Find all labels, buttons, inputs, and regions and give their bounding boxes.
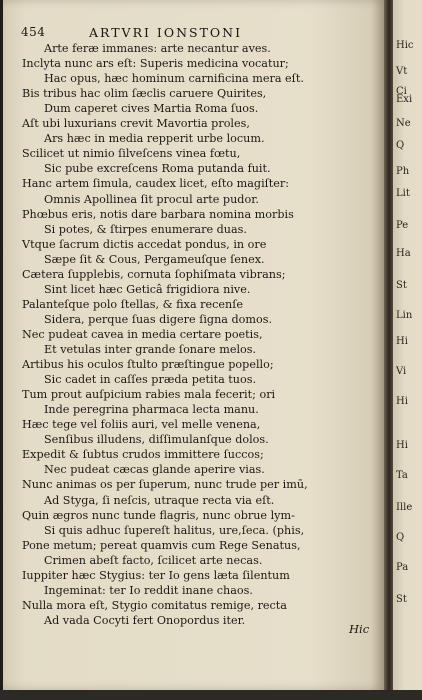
verse-line: Nec pudeat cavea in media certare poetis, (22, 327, 263, 341)
verse-line: Arte feræ immanes: arte necantur aves. (44, 42, 271, 55)
right-page-fragment: Vt (396, 66, 408, 77)
verse-line: Si quis adhuc ſupereſt halitus, ure,ſeca. (phis, (44, 523, 305, 537)
verse-line: Hac opus, hæc hominum carnificina mera eſt. (44, 72, 304, 86)
verse-line: Ad Styga, ſi neſcis, utraque recta via eſt. (44, 493, 275, 507)
verse-line: Sic cadet in caſſes præda petita tuos. (44, 373, 257, 387)
verse-line: Crimen abeſt facto, ſcilicet arte necas. (44, 553, 263, 567)
page-bottom-edge (0, 690, 422, 700)
verse-line: Si potes, & ſtirpes enumerare duas. (44, 222, 247, 236)
verse-line: Pone metum; pereat quamvis cum Rege Senatus, (22, 538, 301, 552)
right-page-fragment: Ta (396, 470, 408, 481)
right-page-fragment: St (396, 594, 407, 605)
right-page-fragment: Exi (396, 94, 413, 105)
right-page-fragment: Ne (396, 118, 411, 129)
verse-line: Sidera, perque ſuas digere ſigna domos. (44, 312, 273, 326)
right-page-fragment: Q (396, 532, 405, 543)
right-page-fragment: Q (396, 140, 405, 151)
verse-line: Et vetulas inter grande ſonare melos. (44, 343, 257, 356)
right-page-edge (393, 0, 422, 690)
right-page-fragment: Lit (396, 188, 410, 199)
verse-line: Phœbus eris, notis dare barbara nomina morbis (22, 207, 294, 221)
verse-line: Ingeminat: ter Io reddit inane chaos. (44, 583, 253, 597)
verse-line: Tum prout auſpicium rabies mala fecerit; ori (22, 388, 276, 402)
verse-line: Cætera ſupplebis, cornuta ſophiſmata vibrans; (22, 267, 286, 281)
verse-line: Expedit & ſubtus crudos immittere ſuccos; (22, 448, 264, 462)
right-page-fragment: Vi (396, 366, 407, 377)
verse-line: Nec pudeat cæcas glande aperire vias. (44, 463, 265, 477)
verse-line: Scilicet ut nimio ſilveſcens vinea fœtu, (22, 147, 241, 161)
verse-line: Omnis Apollinea ſit procul arte pudor. (44, 192, 259, 206)
verse-line: Nulla mora eſt, Stygio comitatus remige, recta (22, 598, 287, 612)
verse-line: Ars hæc in media repperit urbe locum. (44, 132, 265, 146)
verse-line: Quin ægros nunc tunde flagris, nunc obrue lym- (22, 508, 295, 522)
left-page (3, 0, 386, 690)
right-page-fragment: Pa (396, 562, 409, 573)
running-title: ARTVRI IONSTONI (89, 25, 243, 40)
right-page-fragment: Hi (396, 396, 408, 407)
right-page-fragment: St (396, 280, 407, 291)
verse-line: Sic pube excreſcens Roma putanda fuit. (44, 162, 271, 176)
verse-line: Ad vada Cocyti fert Onopordus iter. (44, 613, 246, 627)
poem-text (3, 42, 387, 642)
verse-line: Aſt ubi luxurians crevit Mavortia proles, (22, 117, 250, 131)
verse-line: Senſibus illudens, diſſimulanſque dolos. (44, 433, 269, 447)
verse-line: Sæpe ſit & Cous, Pergameuſque ſenex. (44, 252, 265, 266)
verse-line: Hanc artem ſimula, caudex licet, eſto magiſter: (22, 177, 290, 191)
right-page-fragment: Ci (396, 86, 407, 97)
right-page-fragment: Ha (396, 248, 411, 259)
right-page-fragment: Hi (396, 440, 408, 451)
verse-line: Bis tribus hac olim ſæclis caruere Quirites, (22, 87, 267, 101)
verse-line: Inclyta nunc ars eſt: Superis medicina vocatur; (22, 57, 289, 71)
verse-line: Nunc animas os per ſuperum, nunc trude per imū, (22, 478, 308, 492)
right-page-fragment: Hi (396, 336, 408, 347)
verse-line: Vtque ſacrum dictis accedat pondus, in ore (22, 237, 267, 251)
right-page-fragment: Lin (396, 310, 413, 321)
verse-line: Palanteſque polo ſtellas, & fixa recenſe (22, 297, 243, 311)
catchword: Hic (349, 622, 370, 636)
right-page-fragments (393, 0, 422, 690)
verse-line: Hæc tege vel foliis auri, vel melle venena, (22, 418, 261, 432)
right-page-fragment: Pe (396, 220, 409, 231)
right-page-fragment: Ph (396, 166, 410, 177)
verse-line: Iuppiter hæc Stygius: ter Io gens læta ſilentum (22, 568, 290, 582)
verse-line: Inde peregrina pharmaca lecta manu. (44, 403, 259, 417)
verse-line: Sint licet hæc Geticâ frigidiora nive. (44, 282, 251, 296)
right-page-fragment: Ille (396, 502, 413, 513)
verse-line: Artibus his oculos ſtulto præſtingue popello; (22, 358, 274, 372)
verse-line: Dum caperet cives Martia Roma ſuos. (44, 102, 259, 116)
right-page-fragment: Hic (396, 40, 414, 51)
page-number: 454 (21, 25, 46, 39)
